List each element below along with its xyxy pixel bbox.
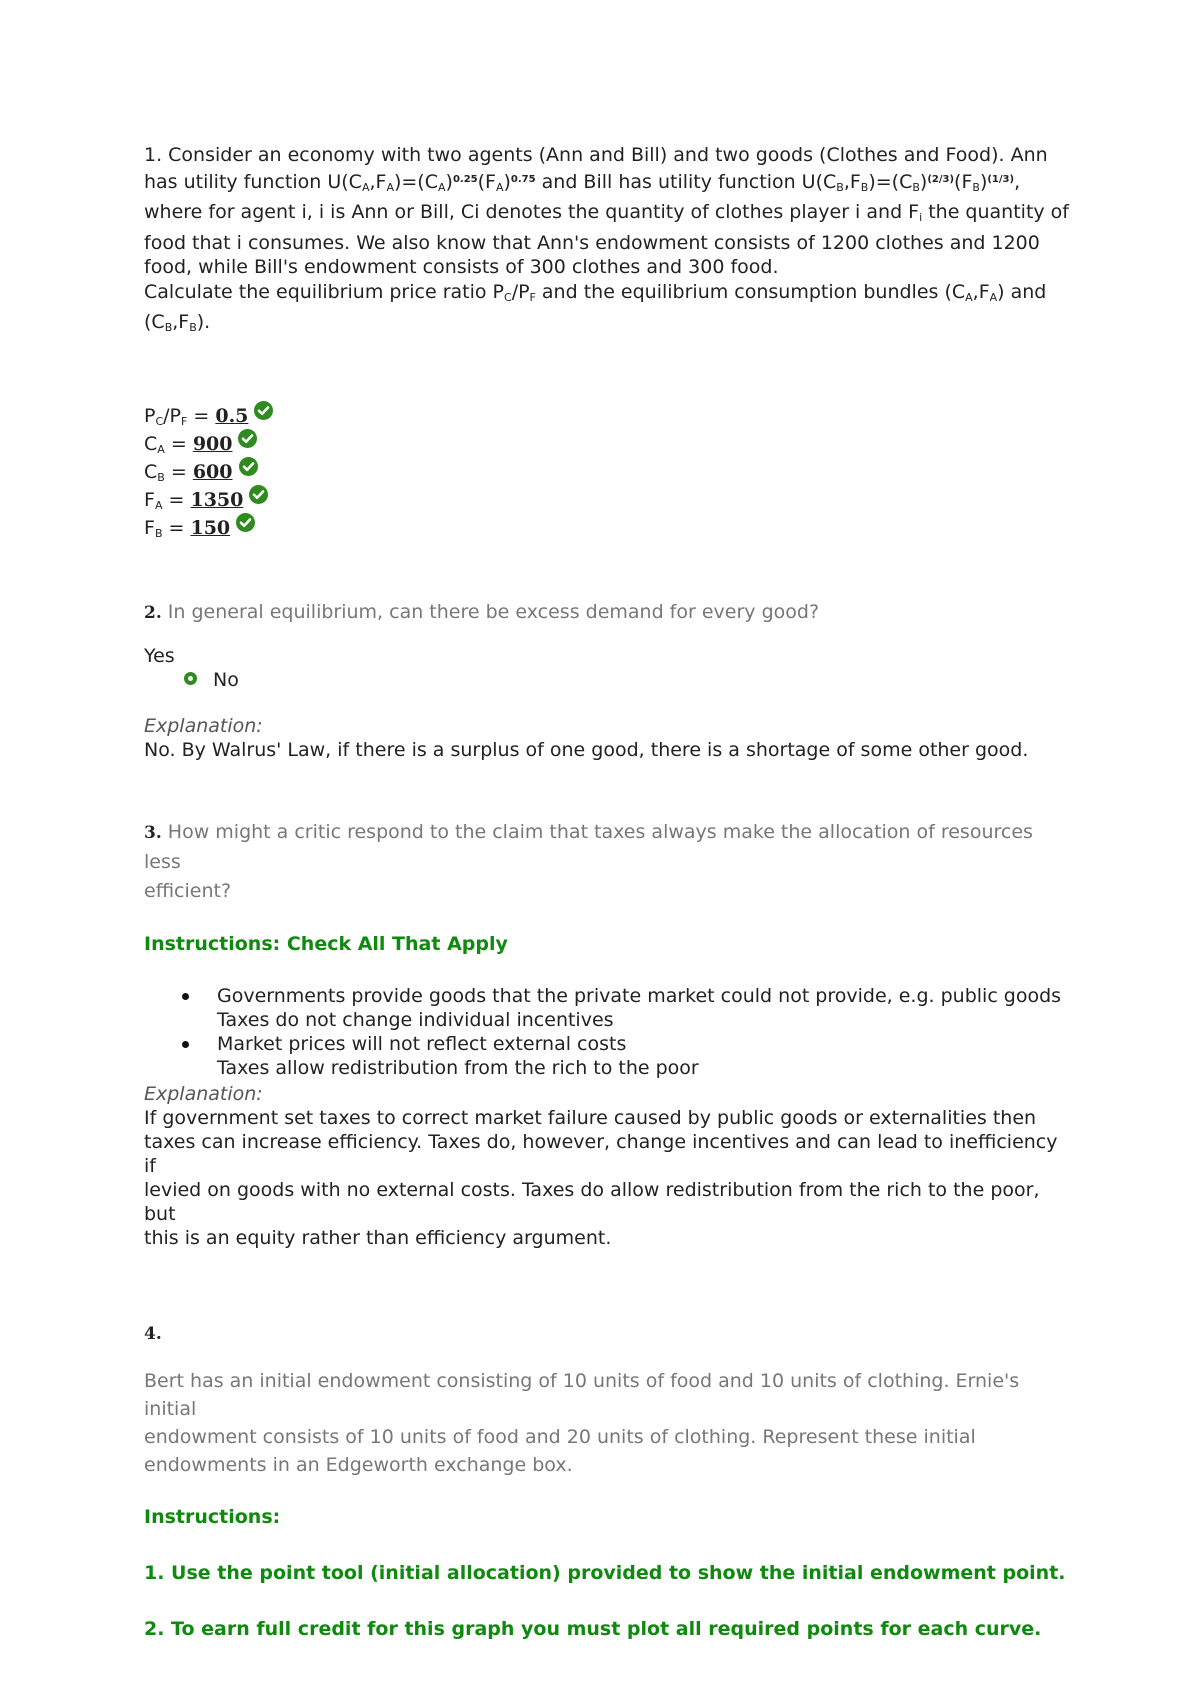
question-2 [144,599,1074,762]
q3-instructions: Instructions: Check All That Apply [144,932,508,955]
sub-a: A [989,290,998,304]
sub-a: A [437,180,446,194]
question-1 [144,143,1074,541]
exponent: (1/3) [987,173,1015,185]
sub-a: A [965,290,973,304]
q1-line-1: 1. Consider an economy with two agents (Ann and Bill) and two goods (Clothes and Food). Ann [144,144,1048,166]
check-circle-icon [238,429,257,448]
q1-calc-text: (C [144,311,165,333]
check-item [144,1032,1074,1056]
check-circle-icon [239,457,258,476]
check-item-label: Taxes allow redistribution from the rich to the poor [217,1056,699,1079]
sub-c: C [504,290,512,304]
option-no-label: No [213,668,239,691]
check-circle-icon [254,401,273,420]
q4-text: Bert has an initial endowment consisting of 10 units of food and 10 units of clothing. Ernie's initial [144,1369,1020,1420]
answer-sub: A [157,442,165,456]
answer-label: C [144,432,158,455]
answer-label: /P [163,404,182,427]
selected-radio-icon [184,672,197,685]
explanation-text: levied on goods with no external costs. Taxes do allow redistribution from the rich to the poor, but [144,1178,1040,1225]
q1-utility-text: (F [477,170,496,193]
explanation-text: taxes can increase efficiency. Taxes do, however, change incentives and can lead to inefficiency if [144,1130,1058,1177]
q1-utility-text: ,F [843,170,861,193]
q1-where-tail: the quantity of [922,201,1069,223]
sub-f: F [529,290,536,304]
question-4 [144,1322,1074,1643]
answer-fb [144,513,1074,541]
check-item [144,1008,1074,1032]
q1-utility-text: and Bill has utility function U(C [535,170,837,193]
q1-line-3 [144,200,1074,231]
answer-label: F [144,488,155,511]
q4-step-1: 1. Use the point tool (initial allocation) provided to show the initial endowment point. [144,1561,1066,1584]
check-item [144,1056,1074,1080]
answer-equals: = [162,516,191,539]
explanation-label: Explanation: [144,1082,263,1105]
answer-value: 900 [192,432,233,455]
q1-calc-text: Calculate the equilibrium price ratio P [144,280,504,303]
selected-bullet-icon [182,993,189,1000]
answer-ca [144,429,1074,457]
q1-utility-text: ,F [369,170,387,193]
question-3 [144,818,1074,1250]
answer-value: 150 [190,516,231,539]
answer-label: P [144,404,156,427]
explanation-text: this is an equity rather than efficiency argument. [144,1226,612,1249]
check-item-label: Taxes do not change individual incentives [217,1008,614,1031]
q3-question [144,818,1074,906]
q1-calc-line [144,280,1074,311]
check-item [144,984,1074,1008]
q1-utility-line [144,168,1074,201]
q1-utility-text: ) [445,170,453,193]
q1-answers [144,401,1074,541]
q1-utility-text: has utility function U(C [144,170,362,193]
q1-line-5: food, while Bill's endowment consists of 300 clothes and 300 food. [144,256,779,278]
q4-number [144,1322,1074,1345]
q1-calc-text: ) and [997,280,1047,303]
exponent: 0.25 [452,173,478,185]
sub-a: A [386,180,394,194]
answer-equals: = [187,404,216,427]
q1-calc-text: ,F [172,311,190,333]
answer-price-ratio [144,401,1074,429]
q3-question-text: efficient? [144,879,232,902]
q2-explanation [144,714,1074,762]
answer-sub: A [154,498,163,512]
explanation-text: If government set taxes to correct market failure caused by public goods or externalities then [144,1106,1037,1129]
answer-value: 1350 [190,488,244,511]
exponent: 0.75 [510,173,536,185]
q1-utility-text: ) [919,170,928,193]
check-circle-icon [236,513,255,532]
q3-question-text: How might a critic respond to the claim that taxes always make the allocation of resources less [144,820,1033,873]
q2-question [144,599,1074,626]
answer-sub: B [154,526,163,540]
sub-a: A [495,180,504,194]
q1-utility-text: ) [979,170,988,193]
option-no [184,668,1074,692]
q2-question-text: In general equilibrium, can there be excess demand for every good? [161,600,820,623]
q1-utility-text: )=(C [868,170,913,193]
q3-explanation [144,1082,1074,1250]
check-circle-icon [249,485,268,504]
q4-question [144,1367,1074,1479]
question-number: 3. [144,822,162,843]
explanation-label: Explanation: [144,714,263,737]
sub-b: B [860,180,869,194]
q1-utility-text: ) [503,170,511,193]
check-item-label: Governments provide goods that the private market could not provide, e.g. public goods [217,984,1062,1007]
sub-i: i [919,211,923,224]
sub-b: B [912,180,920,194]
sub-b: B [972,180,980,194]
document-page [144,143,1074,1643]
q3-checklist [144,984,1074,1080]
answer-value: 600 [192,460,233,483]
q1-utility-text: (F [954,170,973,193]
answer-equals: = [164,460,193,483]
question-number: 2. [144,602,162,623]
q1-utility-text: , [1014,170,1021,193]
answer-sub: C [155,414,164,428]
sub-b: B [189,321,197,334]
answer-label: C [144,460,158,483]
question-number: 4. [144,1323,162,1344]
check-item-label: Market prices will not reflect external costs [217,1032,627,1055]
q4-step-2: 2. To earn full credit for this graph you must plot all required points for each curve. [144,1617,1042,1640]
q4-text: endowments in an Edgeworth exchange box. [144,1453,573,1476]
option-yes: Yes [144,644,175,667]
answer-equals: = [162,488,191,511]
q4-instructions: Instructions: [144,1505,281,1528]
answer-equals: = [164,432,193,455]
exponent: (2/3) [927,173,955,185]
q1-where-text: where for agent i, i is Ann or Bill, Ci denotes the quantity of clothes player i and F [144,201,920,223]
q1-utility-text: )=(C [393,170,438,193]
q2-options [144,644,1074,692]
q1-calc-text: /P [511,280,530,303]
answer-label: F [144,516,155,539]
answer-sub: B [157,470,165,484]
answer-fa [144,485,1074,513]
answer-cb [144,457,1074,485]
q1-calc-text: and the equilibrium consumption bundles (C [535,280,966,303]
sub-b: B [836,180,844,194]
q4-text: endowment consists of 10 units of food and 20 units of clothing. Represent these initial [144,1425,976,1448]
q1-calc-line-2 [144,310,1074,341]
answer-sub: F [181,414,188,428]
q1-calc-text: ). [196,311,211,333]
answer-value: 0.5 [215,404,249,427]
q1-line-4: food that i consumes. We also know that Ann's endowment consists of 1200 clothes and 1200 [144,231,1040,254]
explanation-text: No. By Walrus' Law, if there is a surplus of one good, there is a shortage of some other good. [144,738,1029,761]
q1-calc-text: ,F [972,280,990,303]
selected-bullet-icon [182,1041,189,1048]
sub-b: B [164,321,173,334]
sub-a: A [361,180,370,194]
